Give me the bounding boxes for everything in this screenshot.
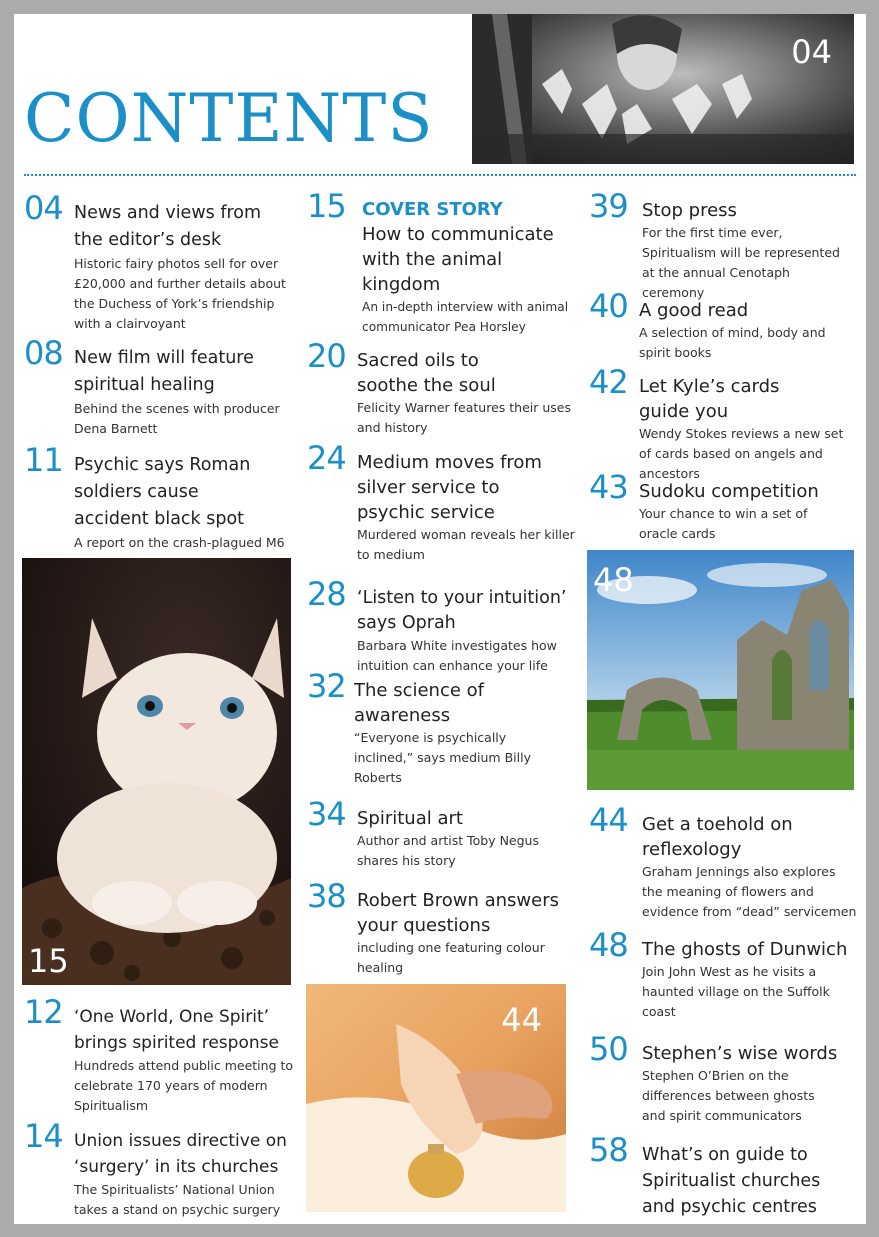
page-number: 38 <box>307 877 346 915</box>
page-number: 40 <box>589 287 628 325</box>
entry-headline: How to communicate with the animal kingdom <box>362 224 554 295</box>
entry-description: Graham Jennings also explores the meaning of flowers and evidence from “dead” servicemen <box>642 864 857 919</box>
contents-entry-50[interactable] <box>589 1030 859 1126</box>
entry-description: Murdered woman reveals her killer to medium <box>357 527 575 562</box>
contents-entry-38[interactable] <box>307 877 577 978</box>
entry-description: Behind the scenes with producer Dena Barnett <box>74 401 280 436</box>
contents-page <box>14 14 866 1224</box>
entry-description: Join John West as he visits a haunted village on the Suffolk coast <box>642 964 830 1019</box>
entry-description: Author and artist Toby Negus shares his story <box>357 833 539 868</box>
entry-description: An in-depth interview with animal communicator Pea Horsley <box>362 300 569 334</box>
page-number: 14 <box>24 1117 63 1155</box>
page-number: 42 <box>589 363 628 401</box>
contents-entry-42[interactable] <box>589 363 859 484</box>
entry-headline: Stop press <box>642 200 737 221</box>
entry-headline: ‘Listen to your intuition’ says Oprah <box>357 588 567 633</box>
entry-headline: A good read <box>639 300 749 321</box>
dunwich-ruins-photo <box>587 550 854 790</box>
kitten-photo-image <box>22 558 291 985</box>
contents-entry-58[interactable] <box>589 1131 859 1220</box>
page-number: 34 <box>307 795 346 833</box>
kitten-photo <box>22 558 291 985</box>
contents-entry-48[interactable] <box>589 926 859 1022</box>
contents-entry-24[interactable] <box>307 439 577 565</box>
contents-entry-34[interactable] <box>307 795 577 871</box>
reflexology-photo <box>306 984 566 1212</box>
page-number: 48 <box>589 926 628 964</box>
page-number: 50 <box>589 1030 628 1068</box>
entry-headline: Sacred oils to soothe the soul <box>357 350 496 396</box>
entry-headline: News and views from the editor’s desk <box>74 203 262 250</box>
entry-description: including one featuring colour healing <box>357 940 545 975</box>
fairy-photo-page-number: 04 <box>791 33 832 71</box>
entry-headline: Stephen’s wise words <box>642 1043 838 1064</box>
contents-entry-15[interactable] <box>307 187 577 337</box>
page-number: 11 <box>24 441 63 479</box>
cover-story-kicker: COVER STORY <box>362 199 503 220</box>
entry-description: Barbara White investigates how intuition can enhance your life <box>357 638 557 673</box>
section-divider <box>24 174 856 176</box>
entry-description: “Everyone is psychically inclined,” says medium Billy Roberts <box>354 730 531 785</box>
contents-entry-20[interactable] <box>307 337 577 438</box>
page-number: 12 <box>24 993 63 1031</box>
contents-entry-44[interactable] <box>589 801 859 922</box>
entry-headline: The science of awareness <box>354 680 484 726</box>
page-number: 32 <box>307 667 346 705</box>
entry-description: A selection of mind, body and spirit books <box>639 325 826 360</box>
dunwich-photo-page-number: 48 <box>593 561 634 599</box>
page-number: 15 <box>307 187 346 225</box>
page-number: 39 <box>589 187 628 225</box>
entry-headline: New film will feature spiritual healing <box>74 348 254 395</box>
contents-entry-11[interactable] <box>24 441 294 553</box>
entry-headline: What’s on guide to Spiritualist churches and psychic centres <box>642 1145 821 1217</box>
page-number: 24 <box>307 439 346 477</box>
entry-headline: ‘One World, One Spirit’ brings spirited response <box>74 1007 279 1053</box>
page-number: 44 <box>589 801 628 839</box>
contents-entry-04[interactable] <box>24 189 294 334</box>
page-title: CONTENTS <box>24 80 434 157</box>
page-number: 58 <box>589 1131 628 1169</box>
entry-description: Hundreds attend public meeting to celebrate 170 years of modern Spiritualism <box>74 1058 294 1113</box>
entry-description: A report on the crash-plagued M6 <box>74 535 285 550</box>
entry-headline: Spiritual art <box>357 808 463 829</box>
entry-description: The Spiritualists’ National Union takes a stand on psychic surgery <box>74 1182 281 1217</box>
entry-description: Historic fairy photos sell for over £20,000 and further details about the Duchess of York’s friendship with a clairvoyant <box>74 256 286 331</box>
page-number: 28 <box>307 575 346 613</box>
entry-description: Felicity Warner features their uses and history <box>357 400 571 435</box>
kitten-photo-page-number: 15 <box>28 942 69 980</box>
page-number: 04 <box>24 189 63 227</box>
entry-headline: The ghosts of Dunwich <box>642 939 848 960</box>
contents-entry-32[interactable] <box>307 667 577 788</box>
entry-headline: Get a toehold on reflexology <box>642 814 793 860</box>
entry-description: Wendy Stokes reviews a new set of cards based on angels and ancestors <box>639 426 844 481</box>
contents-entry-40[interactable] <box>589 287 859 363</box>
entry-headline: Sudoku competition <box>639 481 819 502</box>
entry-description: Stephen O’Brien on the differences between ghosts and spirit communicators <box>642 1068 815 1123</box>
entry-headline: Union issues directive on ‘surgery’ in its churches <box>74 1131 287 1177</box>
entry-description: Your chance to win a set of oracle cards <box>639 506 808 541</box>
contents-entry-39[interactable] <box>589 187 859 303</box>
contents-entry-14[interactable] <box>24 1117 294 1220</box>
contents-entry-43[interactable] <box>589 468 859 544</box>
contents-entry-28[interactable] <box>307 575 577 676</box>
contents-entry-12[interactable] <box>24 993 294 1116</box>
entry-description: For the first time ever, Spiritualism will be represented at the annual Cenotaph ceremony <box>642 225 840 300</box>
reflexology-photo-page-number: 44 <box>501 1001 542 1039</box>
contents-entry-08[interactable] <box>24 334 294 439</box>
page-number: 20 <box>307 337 346 375</box>
page-number: 08 <box>24 334 63 372</box>
entry-headline: Robert Brown answers your questions <box>357 890 559 936</box>
entry-headline: Medium moves from silver service to psychic service <box>357 452 542 523</box>
entry-headline: Psychic says Roman soldiers cause accident black spot <box>74 455 251 529</box>
fairy-photo <box>472 14 854 164</box>
entry-headline: Let Kyle’s cards guide you <box>639 376 780 422</box>
page-number: 43 <box>589 468 628 506</box>
